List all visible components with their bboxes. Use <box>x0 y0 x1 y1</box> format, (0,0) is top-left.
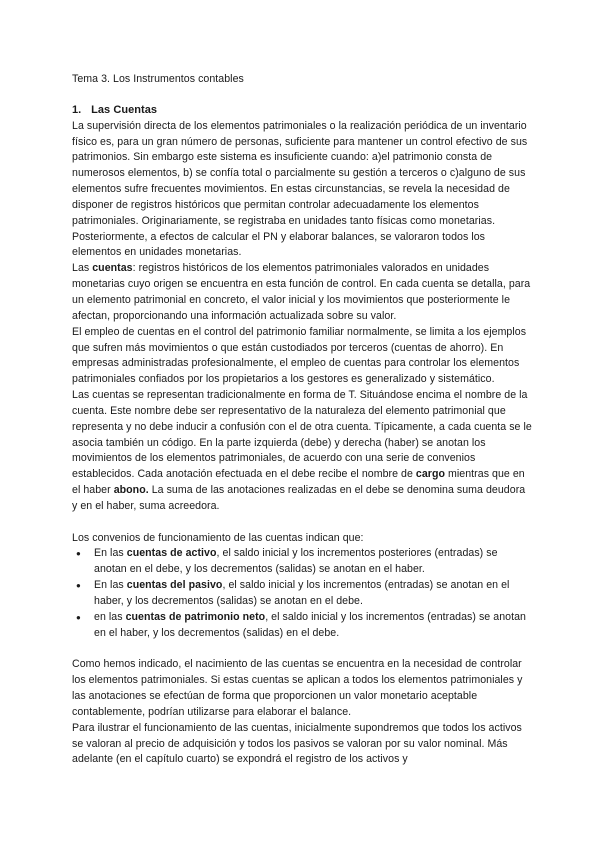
section-number: 1. <box>72 103 82 116</box>
term-cuentas-patrimonio-neto: cuentas de patrimonio neto <box>125 610 266 623</box>
list-item <box>72 578 532 610</box>
paragraph-4-part-c: La suma de las anotaciones realizadas en el debe se denomina suma deudora y en el haber, suma acreedora. <box>72 484 526 512</box>
paragraph-3: El empleo de cuentas en el control del patrimonio familiar normalmente, se limita a los ejemplos que sufren más movimientos o que están custodiados por terceros (cuentas de ahorro). En empresas administradas profesionalmente, el empleo de cuentas para controlar los elementos patrimoniales confiados por los propietarios a los gestores es generalizado y sistemático. <box>72 325 527 386</box>
term-cuentas: cuentas <box>92 262 133 275</box>
paragraph-2-prefix: Las <box>72 262 93 275</box>
list-item-text: , el saldo inicial y los incrementos (entradas) se anotan en el haber, y los decrementos (salidas) se anotan en el debe. <box>94 579 510 607</box>
list-item <box>72 546 532 578</box>
section-heading <box>72 103 532 119</box>
paragraph-1: La supervisión directa de los elementos patrimoniales o la realización periódica de un inventario físico es, para un gran número de personas, suficiente para mantener un control efectivo de sus patrimonios. Sin embargo este sistema es insuficiente cuando: a)el patrimonio consta de numerosos elementos, b) se confía total o parcialmente su gestión a terceros o c)alguno de sus elementos sufre frecuentes movimientos. En estas circunstancias, se revela la necesidad de disponer de registros históricos que permitan controlar adecuadamente los elementos patrimoniales. Originariamente, se registraba en unidades tanto físicas como monetarias. Posteriormente, a efectos de calcular el PN y elaborar balances, se valoraron todos los elementos en unidades monetarias. <box>72 119 528 259</box>
list-item-text: , el saldo inicial y los incrementos posteriores (entradas) se anotan en el debe, y los decrementos (salidas) se anotan en el haber. <box>94 547 498 576</box>
list-item-prefix: En las <box>94 547 127 560</box>
bullet-icon: ● <box>76 549 81 559</box>
term-cuentas-pasivo: cuentas del pasivo <box>126 579 223 592</box>
paragraph-6: Como hemos indicado, el nacimiento de las cuentas se encuentra en la necesidad de controlar los elementos patrimoniales. Si estas cuentas se aplican a todos los elementos patrimoniales y las anotaciones se efectúan de forma que proporcionen un valor monetario aceptable contablemente, podrían utilizarse para elaborar el balance. <box>72 658 523 718</box>
bullet-icon: ● <box>76 612 81 622</box>
term-cuentas-activo: cuentas de activo <box>126 547 217 560</box>
document-title: Tema 3. Los Instrumentos contables <box>72 73 244 85</box>
document-page <box>72 72 532 768</box>
spacer <box>72 515 532 531</box>
paragraph-2 <box>72 261 532 324</box>
paragraph-4 <box>72 388 532 515</box>
conventions-list <box>72 546 532 641</box>
bullet-icon: ● <box>76 581 81 591</box>
paragraph-7: Para ilustrar el funcionamiento de las cuentas, inicialmente supondremos que todos los activos se valoran al precio de adquisición y todos los pasivos se valoran por su valor nominal. Más adelante (en el capítulo cuarto) se expondrá el registro de los activos y <box>72 721 522 766</box>
paragraph-4-part-b: mientras que en el haber <box>72 468 525 497</box>
spacer <box>72 642 532 658</box>
list-item <box>72 610 532 642</box>
term-cargo: cargo <box>415 468 446 481</box>
list-item-prefix: en las <box>94 610 126 623</box>
paragraph-5: Los convenios de funcionamiento de las cuentas indican que: <box>72 531 364 544</box>
list-item-prefix: En las <box>94 579 127 592</box>
section-title: Las Cuentas <box>91 103 158 116</box>
term-abono: abono. <box>113 484 149 497</box>
paragraph-4-part-a: Las cuentas se representan tradicionalmente en forma de T. Situándose encima el nombre de la cuenta. Este nombre debe ser representativo de la naturaleza del elemento patrimonial que representa y no debe inducir a confusión con el de otra cuenta. Típicamente, a cada cuenta se le asocia también un código. En la parte izquierda (debe) y derecha (haber) se anotan los movimientos de los elementos patrimoniales, de acuerdo con una serie de convenios establecidos. Cada anotación efectuada en el debe recibe el nombre de <box>72 389 532 481</box>
paragraph-2-rest: : registros históricos de los elementos patrimoniales valorados en unidades monetarias cuyo origen se encuentra en esta función de control. En cada cuenta se detalla, para un elemento patrimonial en concreto, el valor inicial y los movimientos que posteriormente le afectan, proporcionando una información actualizada sobre su valor. <box>72 262 531 322</box>
list-item-text: , el saldo inicial y los incrementos (entradas) se anotan en el haber, y los decrementos (salidas) en el debe. <box>94 610 526 639</box>
